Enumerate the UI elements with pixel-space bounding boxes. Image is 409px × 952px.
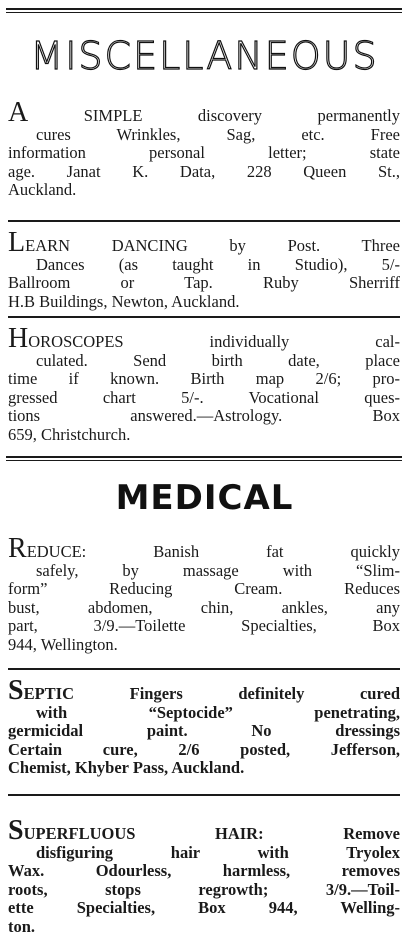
section-heading-miscellaneous: MISCELLANEOUS [30, 34, 379, 78]
ad-line: time if known. Birth map 2/6; pro- [8, 369, 400, 388]
ad-initial: A [8, 97, 29, 128]
ad-line: germicidal paint. No dressings [8, 721, 400, 740]
ad-simple-discovery [8, 97, 400, 200]
ad-initial: H [8, 323, 29, 354]
section-rule [6, 456, 402, 461]
ad-line: disfiguring hair with Tryolex [36, 842, 400, 862]
ad-separator [8, 668, 400, 670]
ad-line: information personal letter; state [8, 143, 400, 162]
ad-line: with “Septocide” penetrating, [36, 702, 400, 722]
ad-line: UPERFLUOUS HAIR: Remove [23, 824, 400, 843]
ad-line: culated. Send birth date, place [36, 350, 400, 370]
ad-line: SIMPLE discovery permanently [28, 106, 400, 125]
ad-line: Certain cure, 2/6 posted, Jefferson, [8, 739, 400, 759]
ad-line: Auckland. [8, 180, 77, 199]
top-rule [6, 8, 402, 13]
ad-line: Chemist, Khyber Pass, Auckland. [8, 758, 245, 777]
ad-line: OROSCOPES individually cal- [28, 332, 400, 351]
ad-line: H.B Buildings, Newton, Auckland. [8, 291, 240, 311]
ad-line: Dances (as taught in Studio), 5/- [36, 254, 400, 274]
ad-line: gressed chart 5/-. Vocational ques- [8, 387, 400, 407]
ad-line: EARN DANCING by Post. Three [25, 236, 400, 255]
ad-line: form” Reducing Cream. Reduces [8, 579, 400, 598]
ad-learn-dancing [8, 227, 400, 311]
ad-line: EPTIC Fingers definitely cured [23, 684, 400, 703]
ad-line: 659, Christchurch. [8, 424, 131, 444]
ad-line: EDUCE: Banish fat quickly [26, 542, 400, 561]
ad-line: bust, abdomen, chin, ankles, any [8, 597, 400, 617]
ad-superfluous-hair [8, 815, 400, 936]
ad-separator [8, 794, 400, 796]
section-heading-medical: MEDICAL [115, 478, 294, 518]
ad-reduce [8, 533, 400, 654]
ad-line: age. Janat K. Data, 228 Queen St., [8, 161, 400, 181]
ad-separator [8, 316, 400, 318]
ad-line: ette Specialties, Box 944, Welling- [8, 898, 400, 917]
ad-line: Wax. Odourless, harmless, removes [8, 861, 400, 880]
ad-initial: R [8, 533, 27, 564]
ad-line: cures Wrinkles, Sag, etc. Free [36, 124, 400, 144]
ad-initial: L [8, 227, 26, 258]
ad-line: Ballroom or Tap. Ruby Sherriff [8, 273, 400, 292]
ad-line: safely, by massage with “Slim- [36, 560, 400, 580]
ad-initial: S [8, 675, 24, 706]
ad-septic-fingers [8, 675, 400, 778]
ad-line: roots, stops regrowth; 3/9.—Toil- [8, 879, 400, 899]
ad-line: 944, Wellington. [8, 634, 118, 654]
ad-line: tions answered.—Astrology. Box [8, 406, 400, 425]
ad-horoscopes [8, 323, 400, 444]
ad-separator [8, 220, 400, 222]
ad-line: ton. [8, 916, 36, 936]
ad-line: part, 3/9.—Toilette Specialties, Box [8, 616, 400, 635]
ad-initial: S [8, 815, 24, 846]
